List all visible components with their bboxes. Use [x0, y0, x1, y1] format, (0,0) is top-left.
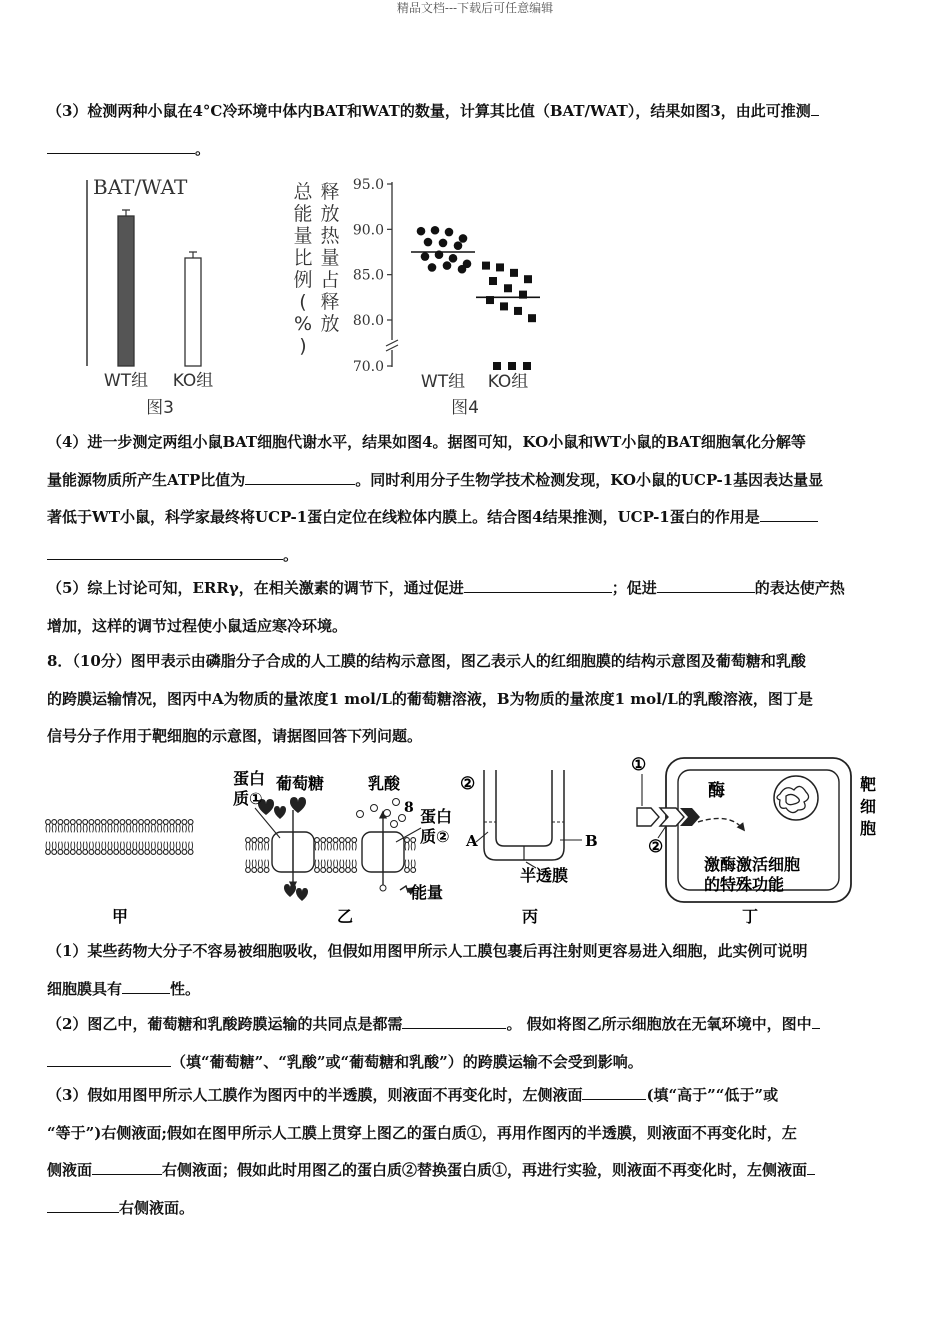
question-text: 著低于WT小鼠，科学家最终将UCP-1蛋白定位在线粒体内膜上。结合图4结果推测，UCP-1蛋白的作用是	[47, 508, 760, 526]
question-text: 信号分子作用于靶细胞的示意图，请据图回答下列问题。	[47, 727, 423, 745]
answer-blank[interactable]	[582, 1085, 646, 1100]
glucose-label: 葡萄糖	[276, 774, 325, 793]
target-cell-label: 细	[860, 797, 877, 816]
question-8-3	[47, 1077, 905, 1227]
question-text: 量能源物质所产生ATP比值为	[47, 470, 246, 489]
fig4-point-wt	[417, 227, 426, 236]
ding-circle-2: ②	[648, 837, 664, 857]
figure-bing-u-tube	[460, 770, 598, 885]
figure-3-4	[60, 170, 620, 420]
bing-circle-2: ②	[460, 774, 476, 794]
energy-label: 能量	[411, 883, 444, 902]
lactate-icon	[371, 805, 378, 812]
question-text: 侧液面	[47, 1161, 93, 1179]
answer-blank[interactable]	[47, 545, 283, 560]
fig4-tick-label: 80.0	[352, 313, 384, 329]
fig4-point-wt	[445, 228, 454, 237]
question-text: 增加，这样的调节过程使小鼠适应寒冷环境。	[47, 616, 348, 635]
figure-jia-yi-bing-ding	[40, 750, 910, 930]
question-8	[47, 643, 905, 756]
target-cell-label: 靶	[860, 775, 877, 794]
lactate-icon	[393, 799, 400, 806]
fig3-bar-ko	[185, 258, 201, 366]
answer-blank[interactable]	[47, 1198, 119, 1213]
question-7-5	[47, 570, 905, 645]
question-8-2	[47, 1006, 905, 1081]
fig4-point-wt	[421, 252, 430, 261]
enzyme-label: 酶	[708, 781, 725, 801]
fig3-label-ko: KO组	[172, 371, 214, 391]
fig4-point-ko	[523, 362, 531, 370]
question-text: （5）综上讨论可知，ERRγ，在相关激素的调节下，通过促进	[47, 579, 464, 597]
target-cell-label: 胞	[860, 819, 877, 838]
question-text: （2）图乙中，葡萄糖和乳酸跨膜运输的共同点是都需	[47, 1015, 403, 1033]
question-text: （4）进一步测定两组小鼠BAT细胞代谢水平，结果如图4。据图可知，KO小鼠和WT小鼠的BAT细胞氧化分解等	[47, 433, 806, 451]
answer-blank[interactable]	[812, 1014, 820, 1029]
fig4-ylabel-col2: 总能量比例( % )	[293, 181, 313, 357]
fig4-point-ko	[504, 284, 512, 292]
answer-blank[interactable]	[245, 470, 355, 485]
question-text: 的跨膜运输情况，图丙中A为物质的量浓度1 mol/L的葡萄糖溶液，B为物质的量浓度1 mol/L的乳酸溶液，图丁是	[47, 689, 813, 708]
label-yi: 乙	[336, 907, 354, 926]
protein1-label: 蛋白	[233, 769, 266, 788]
semipermeable-membrane-label: 半透膜	[520, 866, 569, 885]
fig4-point-ko	[524, 275, 532, 283]
fig4-point-wt	[431, 226, 440, 235]
question-text: 。	[283, 545, 299, 564]
fig4-point-ko	[482, 262, 490, 270]
fig4-point-wt	[443, 261, 452, 270]
question-text: (填“高于”“低于”或	[646, 1086, 779, 1104]
fig3-ylabel: BAT/WAT	[93, 175, 188, 199]
answer-blank[interactable]	[47, 1052, 171, 1067]
fig4-ylabel-col1: 释放热量占释放	[320, 181, 340, 335]
lactate-label: 乳酸	[368, 774, 401, 793]
lactate-icon	[357, 811, 364, 818]
glucose-icon	[284, 884, 296, 897]
figure-4	[293, 177, 540, 418]
lactate-glyph: 8	[404, 800, 414, 816]
fig4-point-ko	[508, 362, 516, 370]
protein2-label: 质②	[420, 827, 450, 846]
label-bing: 丙	[521, 907, 539, 926]
fig4-label-ko: KO组	[487, 372, 529, 392]
fig4-point-wt	[454, 241, 463, 250]
glucose-icon	[274, 806, 286, 819]
fig4-point-ko	[510, 269, 518, 277]
fig4-point-ko	[528, 314, 536, 322]
fig4-caption: 图4	[451, 398, 479, 418]
lactate-icon	[384, 810, 391, 817]
fig4-tick-label: 85.0	[352, 267, 384, 284]
fig4-point-ko	[500, 302, 508, 310]
label-jia: 甲	[111, 907, 129, 926]
question-text: 。 假如将图乙所示细胞放在无氧环境中，图中	[506, 1015, 812, 1033]
fig3-error-bar	[189, 252, 197, 258]
fig4-point-wt	[439, 239, 448, 248]
figure-3	[87, 175, 213, 418]
answer-blank[interactable]	[807, 1160, 815, 1175]
answer-blank[interactable]	[122, 979, 170, 994]
fig3-caption: 图3	[146, 398, 174, 418]
question-7-3	[47, 93, 905, 168]
fig4-tick-label: 95.0	[352, 177, 384, 193]
question-text: “等于”)右侧液面;假如在图甲所示人工膜上贯穿上图乙的蛋白质①，再用作图丙的半透膜，则液面不再变化时，左	[47, 1123, 797, 1142]
fig4-tick-label: 70.0	[352, 359, 384, 375]
question-text: 。同时利用分子生物学技术检测发现，KO小鼠的UCP-1基因表达量显	[355, 470, 824, 489]
fig4-point-wt	[424, 238, 433, 247]
answer-blank[interactable]	[657, 578, 755, 593]
answer-blank[interactable]	[811, 101, 819, 116]
fig4-point-wt	[428, 263, 437, 272]
question-8-1	[47, 933, 905, 1008]
fig4-label-wt: WT组	[420, 372, 466, 392]
question-text: 右侧液面。	[119, 1198, 195, 1217]
answer-blank[interactable]	[92, 1160, 162, 1175]
question-7-4	[47, 424, 905, 574]
fig4-point-wt	[459, 234, 468, 243]
question-text: （1）某些药物大分子不容易被细胞吸收，但假如用图甲所示人工膜包裹后再注射则更容易进入细胞，此实例可说明	[47, 942, 808, 960]
ding-circle-1: ①	[631, 755, 647, 775]
question-text: 。	[195, 139, 211, 158]
fig3-bar-wt	[118, 216, 134, 366]
question-text: 右侧液面；假如此时用图乙的蛋白质②替换蛋白质①，再进行实验，则液面不再变化时，左侧液面	[162, 1161, 808, 1179]
protein2-label: 蛋白	[420, 807, 453, 826]
fig4-point-ko	[489, 277, 497, 285]
protein1-label: 质①	[233, 789, 263, 808]
activate-label: 的特殊功能	[704, 875, 785, 894]
fig3-error-bar	[122, 210, 130, 216]
bing-label-a: A	[466, 832, 478, 850]
question-text: 细胞膜具有	[47, 979, 123, 998]
question-text: （填“葡萄糖”、“乳酸”或“葡萄糖和乳酸”）的跨膜运输不会受到影响。	[171, 1052, 643, 1071]
glucose-icon	[296, 888, 308, 901]
figure-yi-membrane	[233, 769, 452, 902]
fig4-point-wt	[449, 254, 458, 263]
lactate-icon	[391, 821, 398, 828]
page-header: 精品文档---下载后可任意编辑	[396, 1, 554, 15]
answer-blank[interactable]	[464, 578, 612, 593]
fig4-point-wt	[458, 265, 467, 274]
question-text: 8．（10分）图甲表示由磷脂分子合成的人工膜的结构示意图，图乙表示人的红细胞膜的结构示意图及葡萄糖和乳酸	[47, 652, 806, 670]
bing-label-b: B	[585, 832, 598, 850]
question-text: （3）假如用图甲所示人工膜作为图丙中的半透膜，则液面不再变化时，左侧液面	[47, 1086, 583, 1104]
fig4-tick-label: 90.0	[352, 222, 384, 239]
fig4-point-ko	[493, 362, 501, 370]
question-text: ；促进	[611, 579, 657, 597]
activate-label: 激酶激活细胞	[704, 855, 801, 874]
question-text: 性。	[170, 979, 201, 998]
figure-ding-target-cell	[631, 755, 876, 902]
question-text: 的表达使产热	[754, 579, 845, 597]
answer-blank[interactable]	[402, 1014, 506, 1029]
question-text: （3）检测两种小鼠在4°C冷环境中体内BAT和WAT的数量，计算其比值（BAT/WAT），结果如图3，由此可推测	[47, 102, 811, 120]
figure-jia-bilayer	[46, 820, 193, 855]
label-ding: 丁	[741, 907, 759, 926]
fig4-point-ko	[496, 263, 504, 271]
fig3-label-wt: WT组	[103, 371, 149, 391]
answer-blank[interactable]	[760, 507, 818, 522]
answer-blank[interactable]	[47, 139, 195, 154]
fig4-point-ko	[514, 307, 522, 315]
